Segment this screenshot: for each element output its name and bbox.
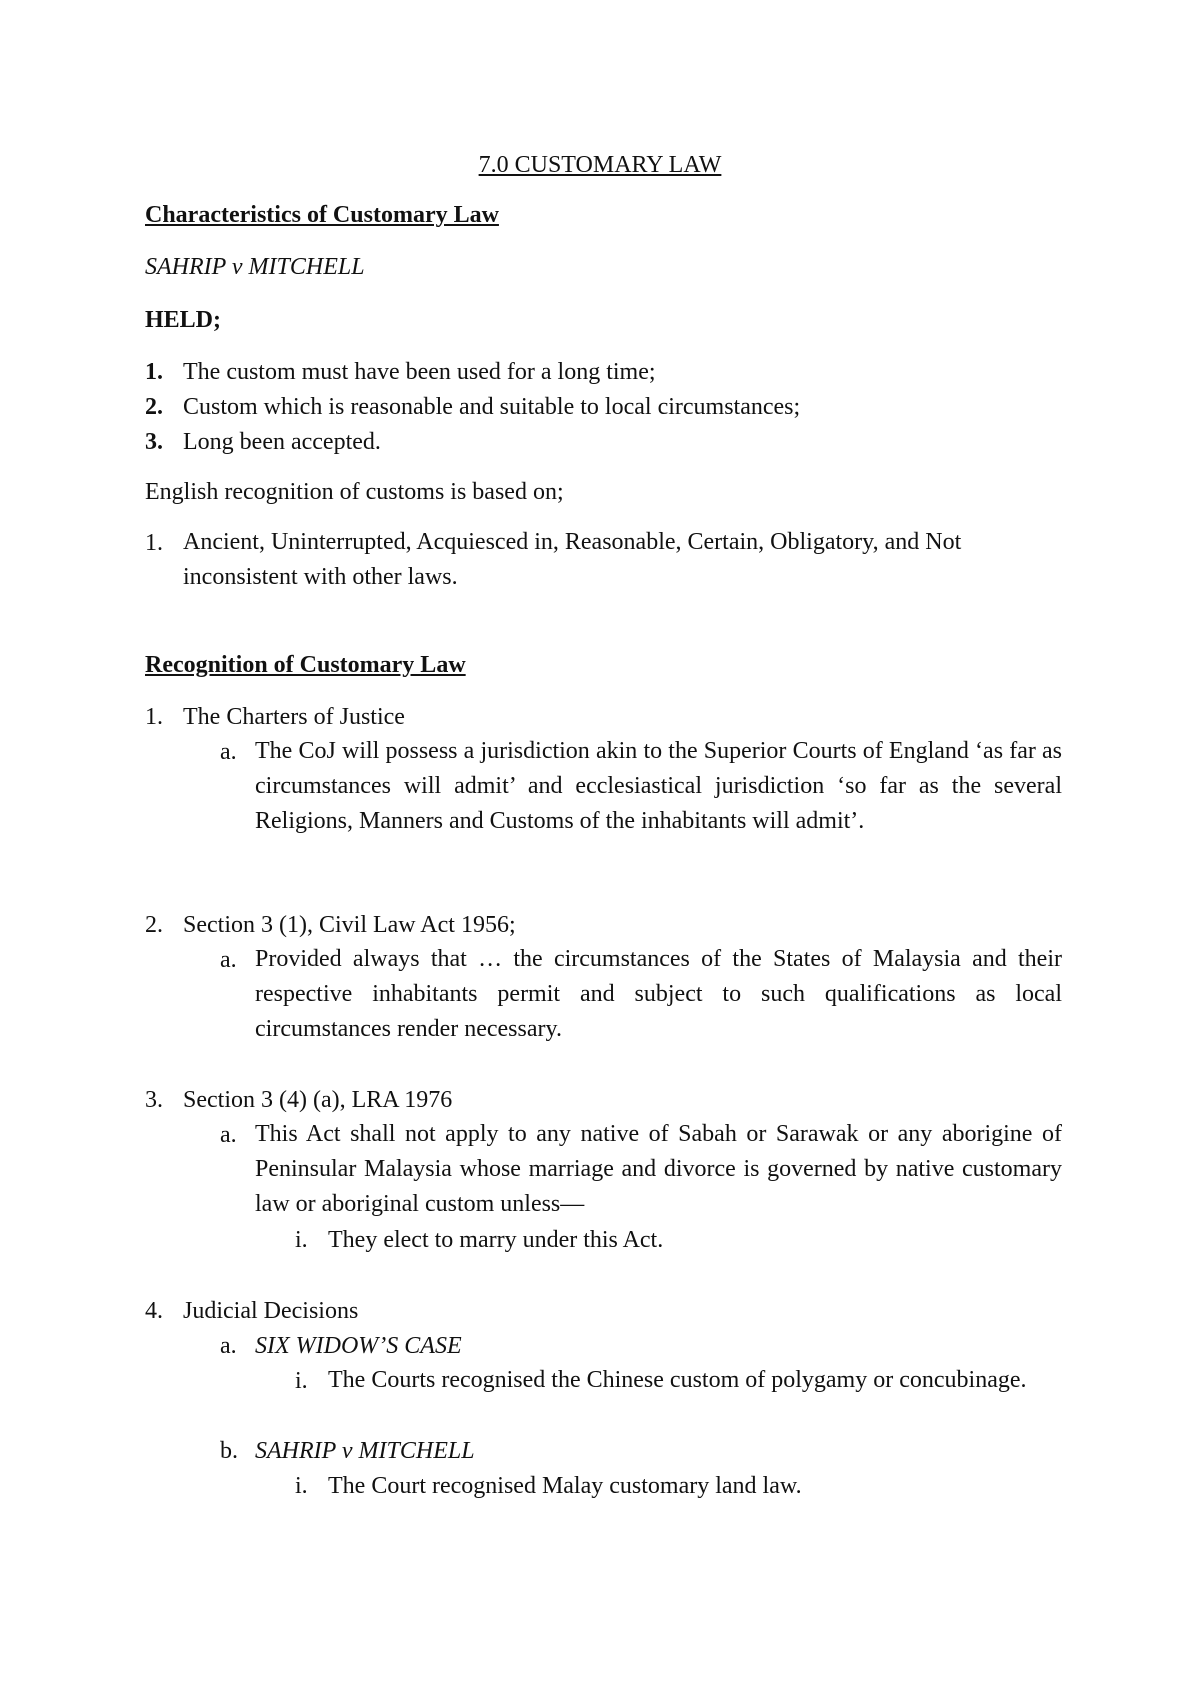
section-heading-recognition: Recognition of Customary Law (145, 652, 466, 678)
sub-item-letter: a. (220, 1122, 237, 1148)
case-name-sahrip: SAHRIP v MITCHELL (255, 1438, 475, 1464)
held-item-text: Custom which is reasonable and suitable to local circumstances; (183, 394, 801, 420)
held-item-text: Long been accepted. (183, 429, 381, 455)
section-heading-characteristics: Characteristics of Customary Law (145, 202, 499, 228)
case-name-sahrip: SAHRIP v MITCHELL (145, 254, 365, 280)
recognition-item-number: 4. (145, 1298, 163, 1324)
recognition-item-label: Section 3 (1), Civil Law Act 1956; (183, 912, 516, 938)
sub-item-letter: a. (220, 739, 237, 765)
sub-sub-item-text: The Court recognised Malay customary land law. (328, 1473, 802, 1499)
recognition-item-number: 3. (145, 1087, 163, 1113)
recognition-item-label: The Charters of Justice (183, 704, 405, 730)
sub-item-text: The CoJ will possess a jurisdiction akin to the Superior Courts of England ‘as far as circumstances will admit’ and ecclesiastical jurisdiction ‘so far as the several Religions, Manners and Customs of the inhabitants will admit’. (255, 738, 1062, 834)
english-item-text: Ancient, Uninterrupted, Acquiesced in, Reasonable, Certain, Obligatory, and Not inconsistent with other laws. (183, 529, 962, 590)
recognition-item-label: Section 3 (4) (a), LRA 1976 (183, 1087, 453, 1113)
sub-sub-item-numeral: i. (295, 1368, 308, 1394)
sub-sub-item-text: The Courts recognised the Chinese custom of polygamy or concubinage. (328, 1367, 1027, 1393)
document-title: 7.0 CUSTOMARY LAW (478, 152, 722, 178)
held-item-number: 3. (145, 429, 163, 455)
recognition-item-number: 2. (145, 912, 163, 938)
sub-item-letter: a. (220, 947, 237, 973)
sub-sub-item-numeral: i. (295, 1227, 308, 1253)
recognition-item-number: 1. (145, 704, 163, 730)
held-item-number: 1. (145, 359, 163, 385)
sub-item-text: Provided always that … the circumstances of the States of Malaysia and their respective inhabitants permit and subject to such qualifications as local circumstances render necessary. (255, 946, 1062, 1042)
held-item-text: The custom must have been used for a long time; (183, 359, 656, 385)
recognition-item-label: Judicial Decisions (183, 1298, 359, 1324)
sub-sub-item-numeral: i. (295, 1473, 308, 1499)
sub-item-letter: b. (220, 1438, 238, 1464)
sub-item-text: This Act shall not apply to any native of Sabah or Sarawak or any aborigine of Peninsular Malaysia whose marriage and divorce is governed by native customary law or aboriginal custom unless— (255, 1121, 1062, 1217)
english-item-number: 1. (145, 530, 163, 556)
english-recognition-intro: English recognition of customs is based on; (145, 479, 564, 505)
held-item-number: 2. (145, 394, 163, 420)
sub-sub-item-text: They elect to marry under this Act. (328, 1227, 664, 1253)
case-name-six-widows: SIX WIDOW’S CASE (255, 1333, 462, 1359)
held-label: HELD; (145, 307, 222, 333)
sub-item-letter: a. (220, 1333, 237, 1359)
